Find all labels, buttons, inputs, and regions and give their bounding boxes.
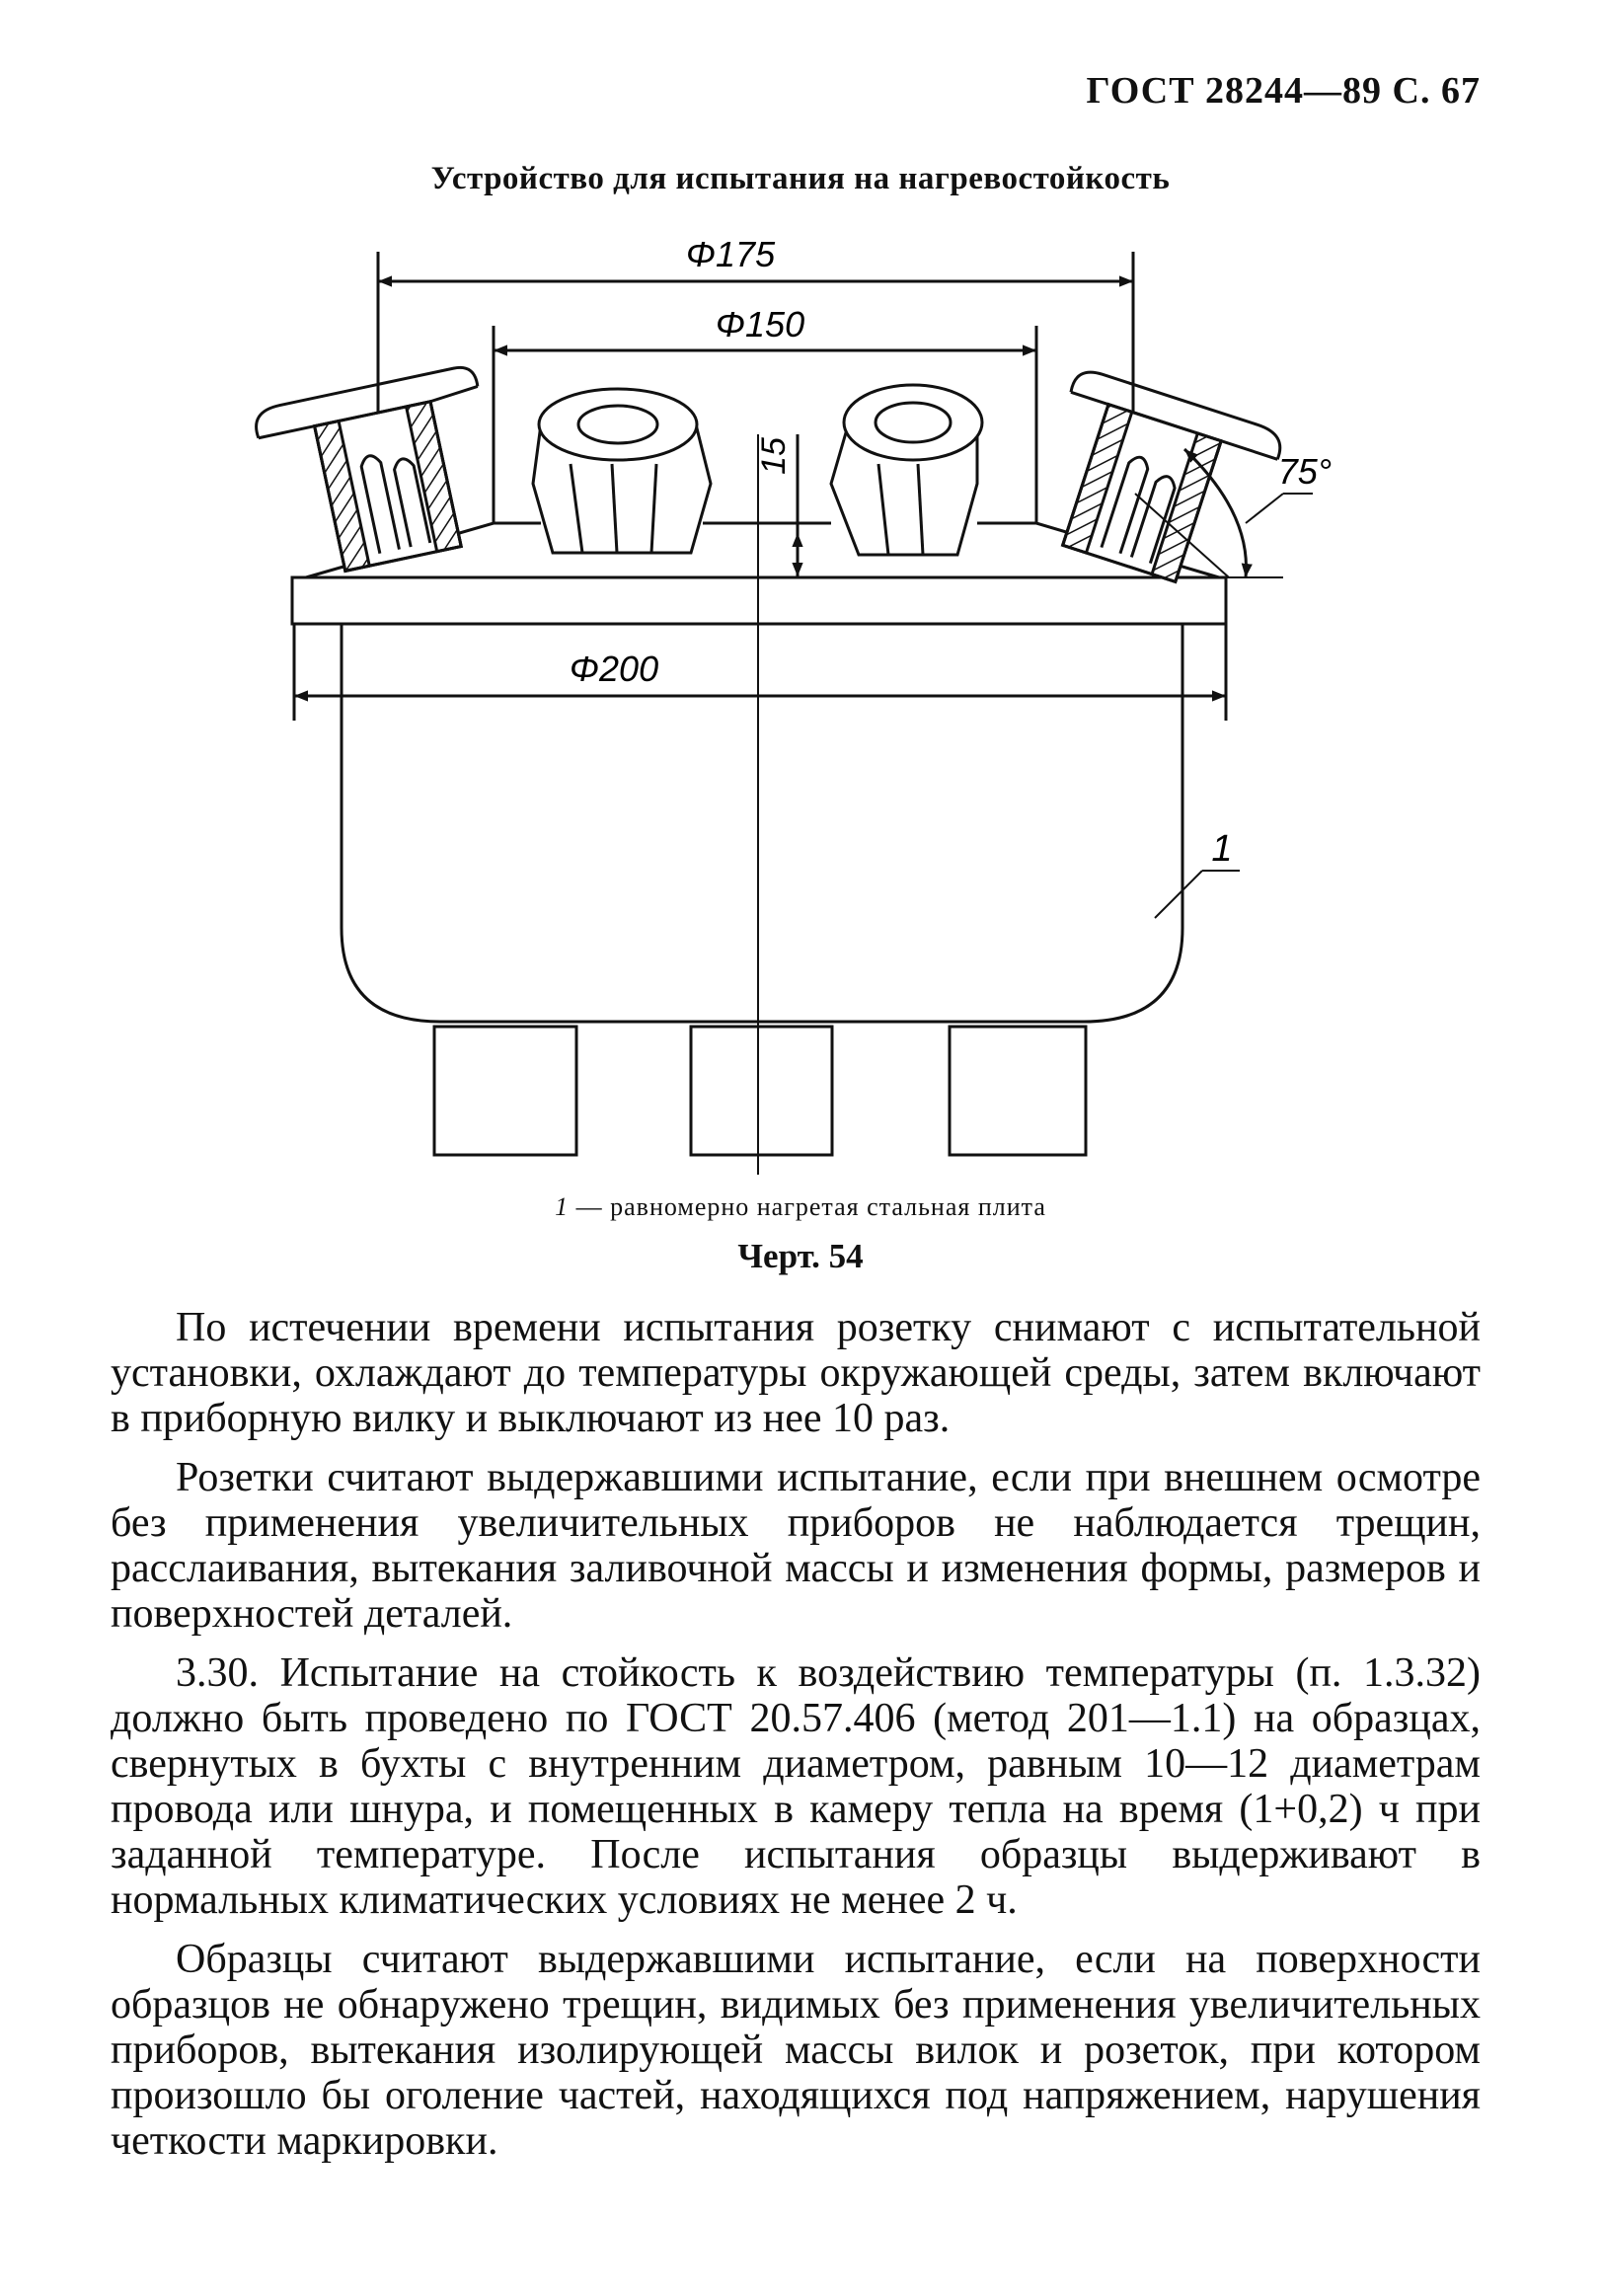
- dim-d200: Φ200: [569, 649, 659, 689]
- callout-number: 1: [1211, 828, 1233, 870]
- body-text: [111, 1305, 1481, 2178]
- legend-text: — равномерно нагретая стальная плита: [569, 1192, 1046, 1221]
- paragraph-3: 3.30. Испытание на стойкость к воздействию температуры (п. 1.3.32) должно быть проведено по ГОСТ 20.57.406 (метод 201—1.1) на образцах, свернутых в бухты с внутренним диаметром, равным 10—12 диаметрам провода или шнура, и помещенных в камеру тепла на время (1+0,2) ч при заданной температуре. После испытания образцы выдерживают в нормальных климатических условиях не менее 2 ч.: [111, 1650, 1481, 1923]
- paragraph-1: По истечении времени испытания розетку снимают с испытательной установки, охлаждают до температуры окружающей среды, затем включают в приборную вилку и выключают из нее 10 раз.: [111, 1305, 1481, 1441]
- figure-caption: Черт. 54: [737, 1237, 864, 1275]
- paragraph-2: Розетки считают выдержавшими испытание, если при внешнем осмотре без применения увеличительных приборов не наблюдается трещин, расслаивания, вытекания заливочной массы и изменения формы, размеров и поверхностей деталей.: [111, 1455, 1481, 1637]
- running-head: ГОСТ 28244—89 С. 67: [1086, 70, 1481, 112]
- paragraph-4: Образцы считают выдержавшими испытание, если на поверхности образцов не обнаружено трещин, видимых без применения увеличительных приборов, вытекания изолирующей массы вилок и розеток, при котором произошло бы оголение частей, находящихся под напряжением, нарушения четкости маркировки.: [111, 1937, 1481, 2164]
- dim-angle: 75°: [1277, 451, 1333, 492]
- figure-legend: [0, 1192, 1601, 1222]
- figure-title: Устройство для испытания на нагревостойкость: [430, 161, 1171, 196]
- legend-number: 1: [555, 1192, 570, 1221]
- dim-d175: Φ175: [685, 234, 776, 274]
- dim-d150: Φ150: [715, 304, 805, 344]
- dim-h15: 15: [755, 437, 793, 475]
